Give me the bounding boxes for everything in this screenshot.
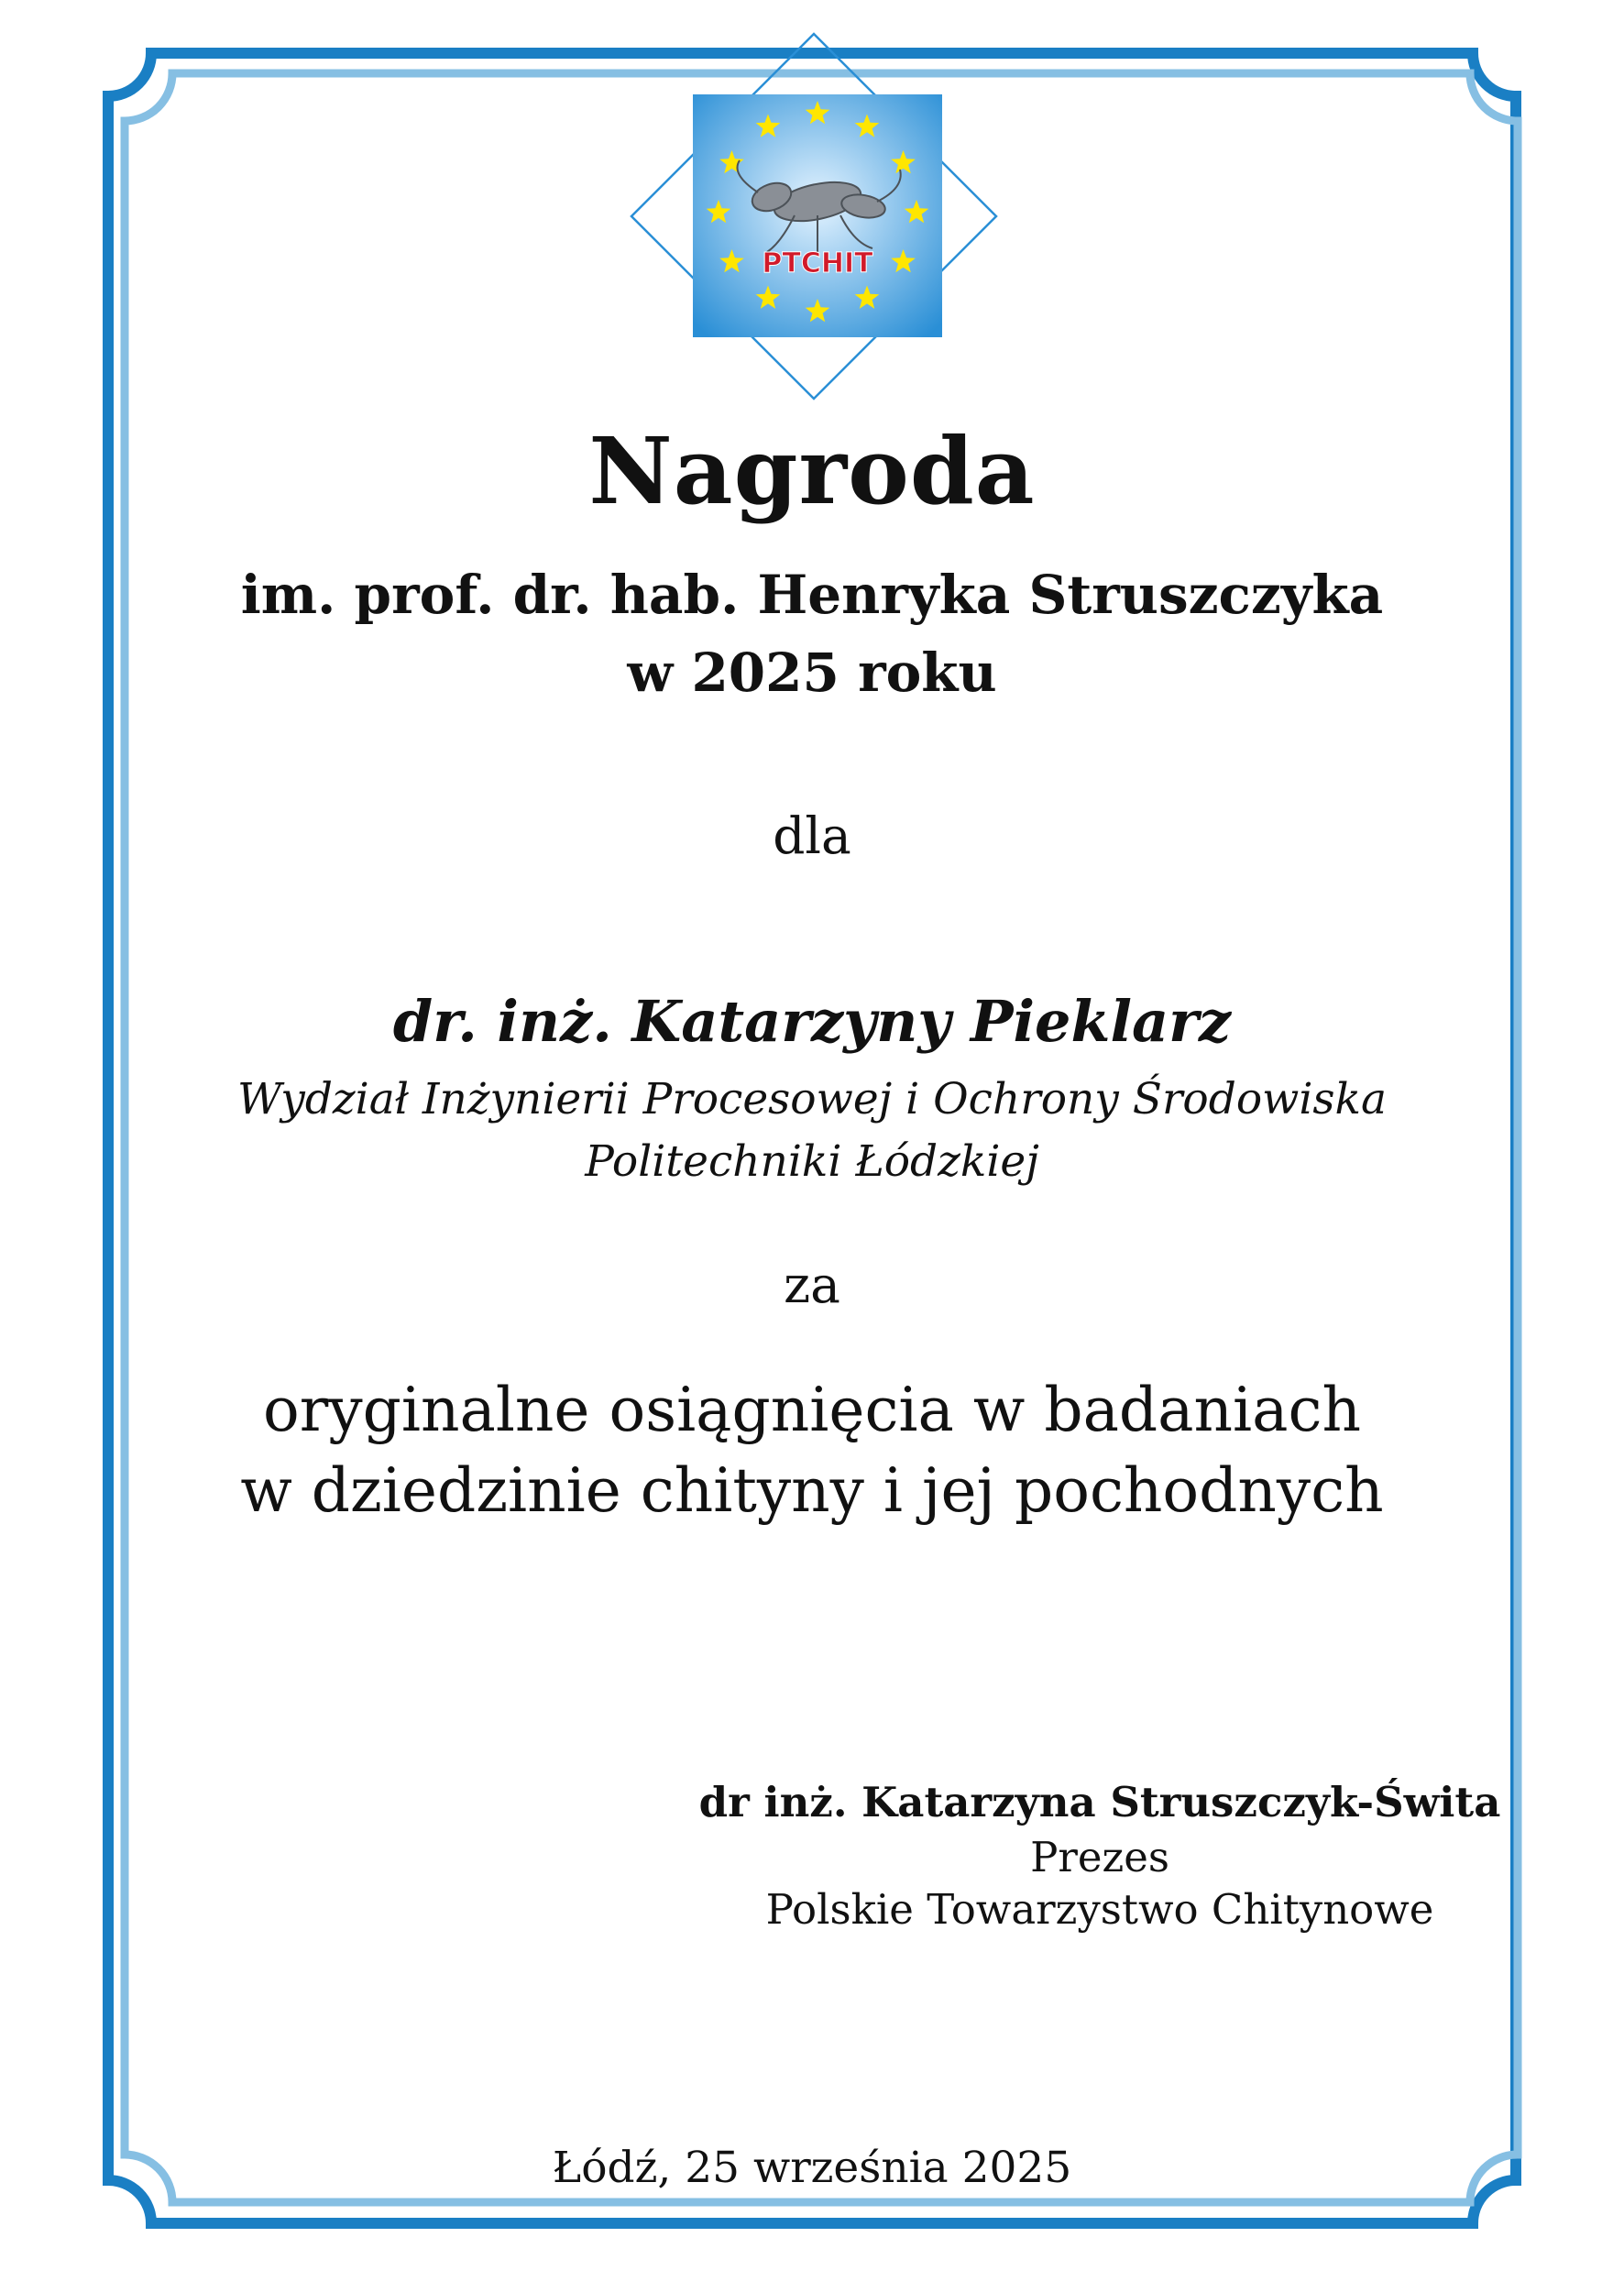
place-and-date: Łódź, 25 września 2025 [552, 2143, 1072, 2193]
reason-line2: w dziedzinie chityny i jej pochodnych [240, 1455, 1384, 1526]
recipient-affiliation-line1: Wydział Inżynierii Procesowej i Ochrony Środowiska [237, 1074, 1387, 1124]
reason-line1: oryginalne osiągnięcia w badaniach [263, 1375, 1361, 1445]
for-word-za: za [784, 1256, 840, 1314]
ptchit-logo [630, 32, 998, 400]
signatory-role: Prezes [1030, 1833, 1169, 1881]
award-subtitle-line1: im. prof. dr. hab. Henryka Struszczyka [240, 564, 1384, 626]
signatory-name: dr inż. Katarzyna Struszczyk-Świta [698, 1778, 1501, 1826]
for-word-dla: dla [773, 806, 851, 865]
award-title: Nagroda [588, 417, 1036, 525]
signatory-organization: Polskie Towarzystwo Chitynowe [765, 1885, 1434, 1934]
award-subtitle-line2: w 2025 roku [627, 642, 997, 704]
recipient-name: dr. inż. Katarzyny Pieklarz [392, 988, 1232, 1055]
recipient-affiliation-line2: Politechniki Łódzkiej [585, 1136, 1039, 1187]
logo-text: PTCHIT [762, 247, 873, 280]
